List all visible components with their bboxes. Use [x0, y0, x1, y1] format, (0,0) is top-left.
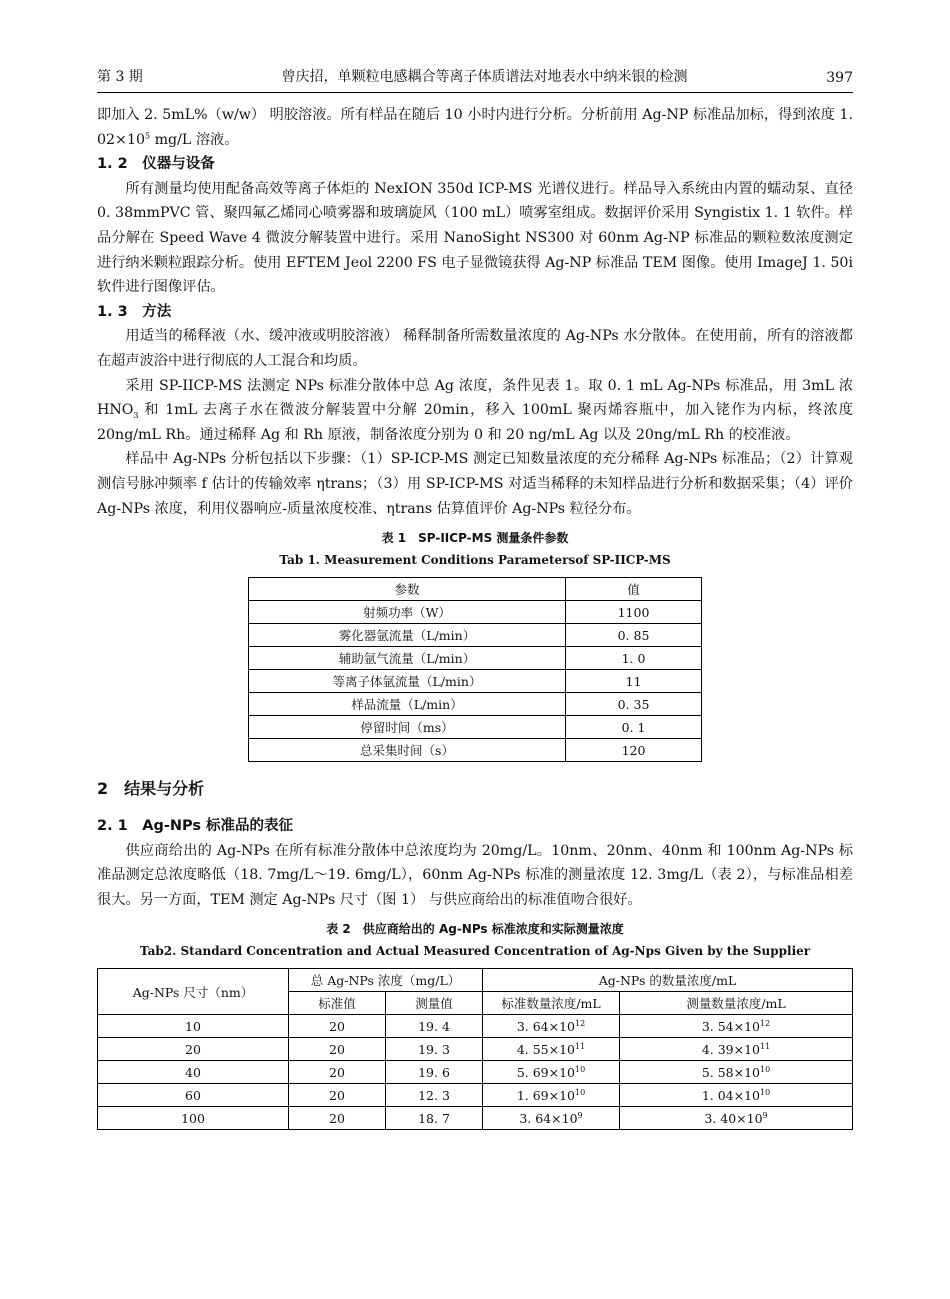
- paragraph: 样品中 Ag-NPs 分析包括以下步骤：（1）SP-ICP-MS 测定已知数量浓度的充分稀释 Ag-NPs 标准品；（2）计算观测信号脉冲频率 f 估计的传输效率 ηtrans；（3）用 SP-ICP-MS 对适当稀释的未知样品进行分析和数据采集；（4）评价 Ag-NPs 浓度，利用仪器响应-质量浓度校准、ηtrans 估算值评价 Ag-NPs 粒径分布。: [97, 451, 853, 517]
- paragraph: 用适当的稀释液（水、缓冲液或明胶溶液） 稀释制备所需数量浓度的 Ag-NPs 水分散体。在使用前，所有的溶液都在超声波浴中进行彻底的人工混合和均质。: [97, 328, 853, 369]
- table-row: [249, 693, 702, 716]
- table-header-cell: 测量值: [386, 992, 483, 1015]
- table-row: [249, 647, 702, 670]
- paragraph: 采用 SP-IICP-MS 法测定 NPs 标准分散体中总 Ag 浓度，条件见表 1。取 0. 1 mL Ag-NPs 标准品，用 3mL 浓 $HNO_3$ 和 1mL 去离子水在微波分解装置中分解 20min，移入 100mL 聚丙烯容瓶中，加入铑作为内标，终浓度 20ng/mL Rh。通过稀释 Ag 和 Rh 原液，制备浓度分别为 0 和 20 ng/mL Ag 以及 20ng/mL Rh 的校准液。: [97, 377, 853, 443]
- table-cell: 11: [566, 670, 702, 693]
- table-cell: 停留时间（ms）: [249, 716, 566, 739]
- table-cell: 0. 1: [566, 716, 702, 739]
- running-header: [97, 60, 853, 93]
- table-cell: 20: [289, 1061, 386, 1084]
- table-cell: 4. $39\times 10^{11}$: [620, 1038, 853, 1061]
- table-cell: 20: [289, 1084, 386, 1107]
- table-2-caption-en: Tab2. Standard Concentration and Actual Measured Concentration of Ag-Nps Given by the Supplier: [139, 944, 811, 959]
- table-cell: 20: [289, 1107, 386, 1130]
- table-cell: 19. 6: [386, 1061, 483, 1084]
- table-row: [249, 739, 702, 762]
- table-cell: 60: [98, 1084, 289, 1107]
- issue-label: 第 3 期: [97, 69, 143, 85]
- paragraph: 供应商给出的 Ag-NPs 在所有标准分散体中总浓度均为 20mg/L。10nm、20nm、40nm 和 100nm Ag-NPs 标准品测定总浓度略低（18. 7mg/L～19. 6mg/L），60nm Ag-NPs 标准的测量浓度 12. 3mg/L（表 2），与标准品相差很大。另一方面，TEM 测定 Ag-NPs 尺寸（图 1） 与供应商给出的标准值吻合很好。: [97, 842, 853, 908]
- table-header-cell: 测量数量浓度/mL: [620, 992, 853, 1015]
- table-cell: 20: [289, 1038, 386, 1061]
- table-cell: 18. 7: [386, 1107, 483, 1130]
- table-cell: 3. $64\times 10^{12}$: [483, 1015, 620, 1038]
- table-header-cell: 标准数量浓度/mL: [483, 992, 620, 1015]
- table-header-row: [249, 578, 702, 601]
- table-header-cell: 值: [566, 578, 702, 601]
- table-cell: 3. $54\times 10^{12}$: [620, 1015, 853, 1038]
- table-1: [248, 577, 702, 762]
- table-row: [249, 716, 702, 739]
- table-header-cell: 标准值: [289, 992, 386, 1015]
- table-cell: 1. $69\times 10^{10}$: [483, 1084, 620, 1107]
- table-cell: 0. 35: [566, 693, 702, 716]
- table-header-cell: Ag-NPs 尺寸（nm）: [98, 969, 289, 1015]
- paragraph-continued: 即加入 2. 5mL%（w/w） 明胶溶液。所有样品在随后 10 小时内进行分析。分析前用 Ag-NP 标准品加标，得到浓度 1. $02\times 10^5$ mg/L 溶液。: [97, 107, 853, 148]
- section-1-2-title: 1. 2 仪器与设备: [97, 156, 215, 173]
- table-cell: 3. $64\times 10^9$: [483, 1107, 620, 1130]
- section-1-3-title: 1. 3 方法: [97, 303, 172, 320]
- table-cell: 19. 4: [386, 1015, 483, 1038]
- table-cell: 10: [98, 1015, 289, 1038]
- table-row: [98, 1015, 853, 1038]
- table-row: [98, 1107, 853, 1130]
- table-header-cell: 参数: [249, 578, 566, 601]
- table-1-caption-en: Tab 1. Measurement Conditions Parametersof SP-IICP-MS: [279, 553, 671, 568]
- table-row: [249, 601, 702, 624]
- table-cell: 1. 0: [566, 647, 702, 670]
- table-cell: 雾化器氩流量（L/min）: [249, 624, 566, 647]
- table-2: [97, 968, 853, 1130]
- table-cell: 等离子体氩流量（L/min）: [249, 670, 566, 693]
- table-row: [98, 1061, 853, 1084]
- page-number: 397: [826, 70, 853, 86]
- table-header-cell: 总 Ag-NPs 浓度（mg/L）: [289, 969, 483, 992]
- table-cell: 0. 85: [566, 624, 702, 647]
- table-cell: 辅助氩气流量（L/min）: [249, 647, 566, 670]
- table-cell: 样品流量（L/min）: [249, 693, 566, 716]
- section-2-title: 2 结果与分析: [97, 779, 205, 799]
- table-1-caption-cn: 表 1 SP-IICP-MS 测量条件参数: [381, 531, 569, 546]
- section-2-1-title: 2. 1 Ag-NPs 标准品的表征: [97, 818, 294, 835]
- table-cell: 12. 3: [386, 1084, 483, 1107]
- table-cell: 1100: [566, 601, 702, 624]
- table-header-cell: Ag-NPs 的数量浓度/mL: [483, 969, 853, 992]
- table-row: [249, 624, 702, 647]
- table-2-caption-cn: 表 2 供应商给出的 Ag-NPs 标准浓度和实际测量浓度: [326, 922, 624, 937]
- table-cell: 20: [289, 1015, 386, 1038]
- table-cell: 100: [98, 1107, 289, 1130]
- table-cell: 5. $69\times 10^{10}$: [483, 1061, 620, 1084]
- paragraph: 所有测量均使用配备高效等离子体炬的 NexION 350d ICP-MS 光谱仪进行。样品导入系统由内置的蠕动泵、直径 0. 38mmPVC 管、聚四氟乙烯同心喷雾器和玻璃旋风（100 mL）喷雾室组成。数据评价采用 Syngistix 1. 1 软件。样品分解在 Speed Wave 4 微波分解装置中进行。采用 NanoSight NS300 对 60nm Ag-NP 标准品的颗粒数浓度测定进行纳米颗粒跟踪分析。使用 EFTEM Jeol 2200 FS 电子显微镜获得 Ag-NP 标准品 TEM 图像。使用 ImageJ 1. 50i 软件进行图像评估。: [97, 180, 853, 296]
- table-cell: 120: [566, 739, 702, 762]
- table-header-row: [98, 969, 853, 992]
- table-row: [249, 670, 702, 693]
- table-row: [98, 1038, 853, 1061]
- table-cell: 1. $04\times 10^{10}$: [620, 1084, 853, 1107]
- running-title: 曾庆招，单颗粒电感耦合等离子体质谱法对地表水中纳米银的检测: [281, 69, 688, 85]
- table-cell: 射频功率（W）: [249, 601, 566, 624]
- table-cell: 5. $58\times 10^{10}$: [620, 1061, 853, 1084]
- table-cell: 20: [98, 1038, 289, 1061]
- article-body: [97, 103, 853, 1130]
- table-cell: 4. $55\times 10^{11}$: [483, 1038, 620, 1061]
- table-row: [98, 1084, 853, 1107]
- table-cell: 19. 3: [386, 1038, 483, 1061]
- table-cell: 总采集时间（s）: [249, 739, 566, 762]
- table-cell: 3. $40\times 10^9$: [620, 1107, 853, 1130]
- table-cell: 40: [98, 1061, 289, 1084]
